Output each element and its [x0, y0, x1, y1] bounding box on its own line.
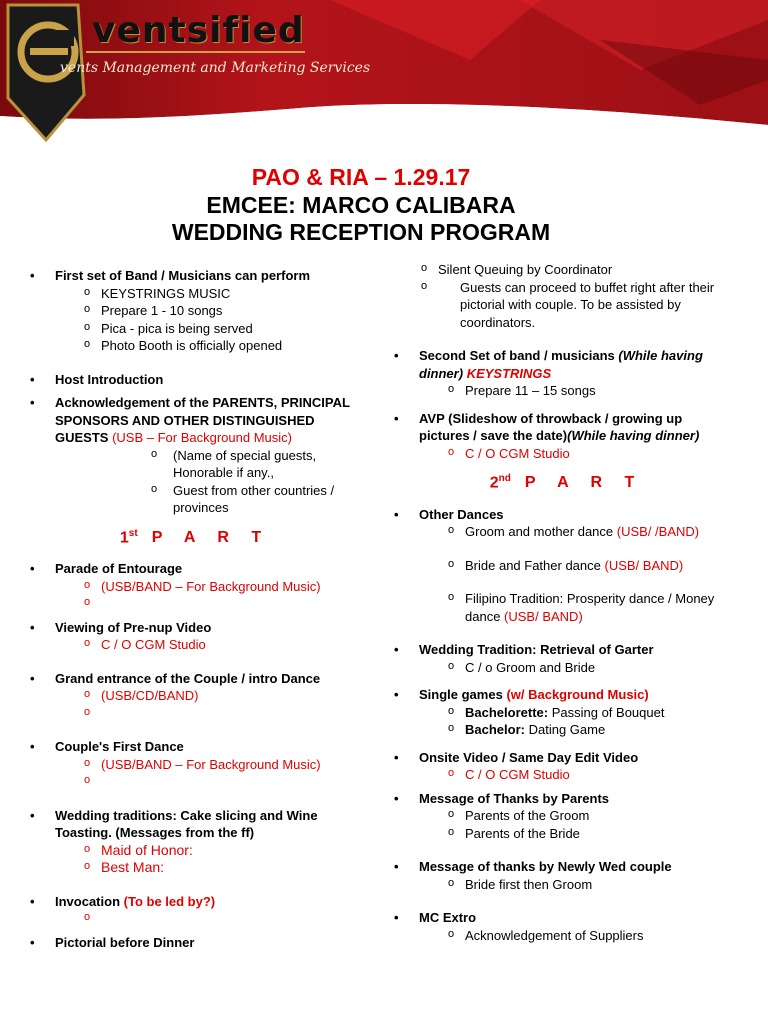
sub-item: o Acknowledgement of Suppliers	[419, 927, 732, 945]
sub-item: o Parents of the Groom	[419, 807, 732, 825]
item-label: Other Dances	[419, 506, 504, 522]
sub-item: o (Name of special guests, Honorable if any.,	[55, 447, 353, 482]
sub-item: o Filipino Tradition: Prosperity dance / Money dance (USB/ BAND)	[419, 590, 732, 625]
item-label: Grand entrance of the Couple / intro Dance	[55, 670, 321, 686]
program-item	[28, 267, 353, 355]
item-note: (w/ Background Music)	[506, 687, 649, 703]
program-item	[392, 347, 732, 400]
item-label: Parade of Entourage	[55, 561, 183, 577]
program-right-column	[392, 261, 732, 950]
program-item	[28, 807, 353, 877]
sub-item: o C / O CGM Studio	[419, 445, 732, 463]
item-label: Acknowledgement of the PARENTS, PRINCIPAL SPONSORS AND OTHER DISTINGUISHED GUESTS	[55, 395, 350, 445]
sub-item: o (USB/CD/BAND)	[55, 687, 353, 705]
program-item	[28, 619, 353, 654]
program-item	[392, 641, 732, 676]
item-label: Single games	[419, 687, 503, 703]
program-item	[392, 410, 732, 463]
header-banner	[0, 0, 768, 150]
sub-item-empty	[55, 910, 353, 928]
sub-item: o Groom and mother dance (USB/ /BAND)	[419, 523, 732, 541]
item-label: Wedding Tradition: Retrieval of Garter	[419, 642, 654, 658]
item-label: Viewing of Pre-nup Video	[55, 619, 212, 635]
part-heading-2: 2nd P A R T	[489, 473, 635, 492]
sub-item: o Best Man:	[55, 859, 353, 877]
item-label: Wedding traditions: Cake slicing and Wine Toasting. (Messages from the ff)	[55, 807, 318, 841]
item-label: Onsite Video / Same Day Edit Video	[419, 749, 639, 765]
sub-item-empty	[55, 705, 353, 723]
item-label: Message of thanks by Newly Wed couple	[419, 859, 672, 875]
program-item	[28, 394, 353, 517]
sub-item: o Pica - pica is being served	[55, 320, 353, 338]
sub-item: o (USB/BAND – For Background Music)	[55, 756, 353, 774]
sub-item: o Silent Queuing by Coordinator	[392, 261, 732, 279]
sub-item: o C / O CGM Studio	[419, 766, 732, 784]
logo-tagline: vents Management and Marketing Services	[60, 60, 371, 76]
part-heading-1: 1st P A R T	[119, 527, 262, 546]
item-brand: KEYSTRINGS	[466, 365, 552, 381]
sub-item: o Parents of the Bride	[419, 825, 732, 843]
sub-item: o Guest from other countries / provinces	[55, 482, 353, 517]
sub-item-empty	[55, 595, 353, 613]
logo-wordmark: ventsified	[92, 10, 305, 51]
item-note: (USB – For Background Music)	[112, 430, 292, 445]
program-item	[28, 670, 353, 723]
program-item	[392, 506, 732, 626]
item-label: Pictorial before Dinner	[55, 934, 195, 950]
emcee-title: EMCEE: MARCO CALIBARA	[206, 192, 516, 218]
item-label: Couple's First Dance	[55, 739, 184, 755]
program-item	[28, 560, 353, 613]
sub-item: o Maid of Honor:	[55, 842, 353, 860]
sub-item: o KEYSTRINGS MUSIC	[55, 285, 353, 303]
program-item	[28, 934, 353, 952]
sub-item: o Bachelorette: Passing of Bouquet	[419, 704, 732, 722]
item-label: Host Introduction	[55, 371, 164, 387]
program-left-column	[28, 267, 353, 957]
program-title: WEDDING RECEPTION PROGRAM	[171, 219, 551, 245]
program-item	[392, 790, 732, 843]
sub-item: o C / O CGM Studio	[55, 636, 353, 654]
sub-item: o Bride and Father dance (USB/ BAND)	[419, 557, 732, 575]
program-item	[28, 738, 353, 791]
sub-item: o Prepare 11 – 15 songs	[419, 382, 732, 400]
program-item	[28, 371, 353, 389]
sub-item: o Photo Booth is officially opened	[55, 337, 353, 355]
sub-item-empty	[55, 773, 353, 791]
item-note: (To be led by?)	[123, 893, 216, 909]
item-label: Second Set of band / musicians	[419, 348, 615, 363]
program-item	[392, 749, 732, 784]
item-label: First set of Band / Musicians can perform	[55, 268, 310, 283]
item-label: MC Extro	[419, 910, 477, 926]
item-label: Invocation	[55, 893, 121, 909]
item-note: (While having dinner)	[419, 348, 703, 381]
program-item	[392, 909, 732, 944]
item-label: AVP (Slideshow of throwback / growing up pictures / save the date)	[419, 410, 683, 443]
sub-item: o Bride first then Groom	[419, 876, 732, 894]
program-item	[28, 893, 353, 928]
program-item	[392, 858, 732, 893]
sub-item: o C / o Groom and Bride	[419, 659, 732, 677]
couple-title: PAO & RIA – 1.29.17	[251, 164, 471, 190]
program-item	[392, 686, 732, 739]
sub-item: o Prepare 1 - 10 songs	[55, 302, 353, 320]
sub-item: o Guests can proceed to buffet right after their pictorial with couple. To be assisted by coordinators.	[392, 279, 732, 332]
item-note: (While having dinner)	[567, 428, 700, 443]
sub-item: o Bachelor: Dating Game	[419, 721, 732, 739]
sub-item: o (USB/BAND – For Background Music)	[55, 578, 353, 596]
item-label: Message of Thanks by Parents	[419, 790, 610, 806]
